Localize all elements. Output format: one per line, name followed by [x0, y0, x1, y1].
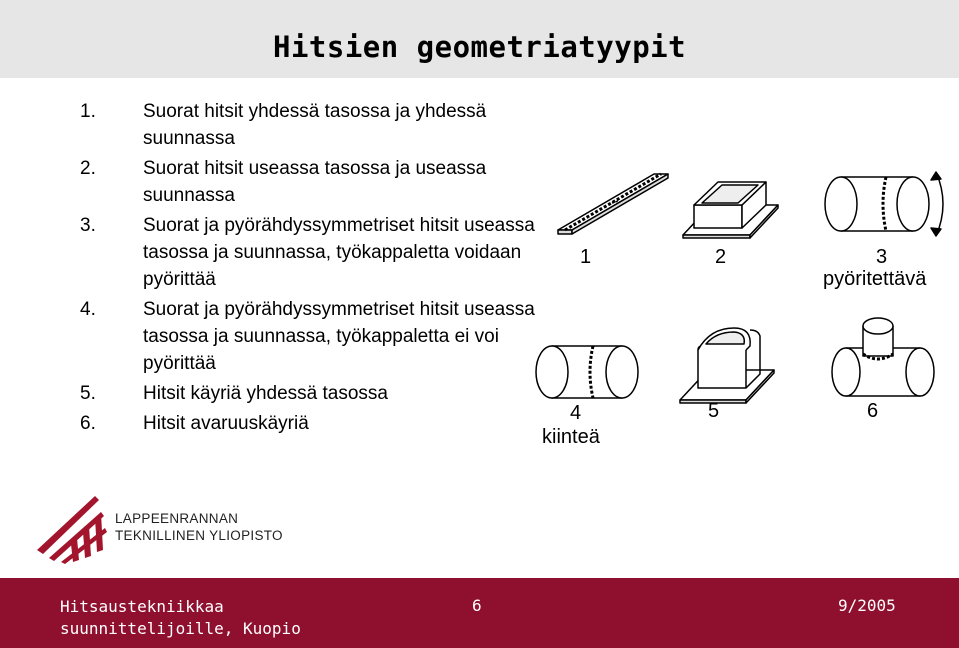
list-text: Hitsit käyriä yhdessä tasossa	[143, 383, 388, 404]
list-item	[0, 98, 540, 152]
figures-drawing	[520, 150, 959, 470]
figure-label-5: 5	[708, 400, 720, 422]
footer-course	[60, 596, 301, 640]
page-number: 6	[472, 596, 482, 615]
figure-5-rounded-box-weld	[680, 328, 774, 403]
list-text: Suorat ja pyörähdyssymmetriset hitsit useassa tasossa ja suunnassa, työkappaletta ei voi pyörittää	[143, 299, 535, 374]
figure-label-6: 6	[867, 400, 879, 422]
university-name-line-1: LAPPEENRANNAN	[115, 511, 239, 526]
university-name-line-2: TEKNILLINEN YLIOPISTO	[115, 528, 283, 543]
figure-label-3: 3	[876, 246, 888, 268]
footer-bar	[0, 578, 959, 648]
list-number: 3.	[80, 215, 96, 236]
list-item	[0, 380, 540, 407]
list-item	[0, 296, 540, 377]
list-text: Suorat hitsit useassa tasossa ja useassa suunnassa	[143, 158, 487, 206]
list-number: 1.	[80, 101, 96, 122]
footer-date: 9/2005	[838, 596, 896, 615]
list-number: 5.	[80, 383, 96, 404]
figure-6-t-pipe-weld	[832, 318, 934, 396]
figure-label-4: 4	[570, 402, 582, 424]
list-number: 2.	[80, 158, 96, 179]
figure-label-1: 1	[580, 246, 592, 268]
figure-4-fixed-cylinder	[536, 346, 638, 398]
figure-3-rotatable-cylinder	[825, 172, 943, 236]
list-text: Suorat hitsit yhdessä tasossa ja yhdessä suunnassa	[143, 101, 487, 149]
figure-label-2: 2	[715, 246, 727, 268]
list-item	[0, 410, 540, 437]
figure-1-flat-plate-weld	[558, 174, 668, 234]
list-number: 4.	[80, 299, 96, 320]
logo-emblem-icon	[35, 488, 115, 564]
list-number: 6.	[80, 413, 96, 434]
list-item	[0, 155, 540, 209]
list-text: Suorat ja pyörähdyssymmetriset hitsit useassa tasossa ja suunnassa, työkappaletta voidaan pyörittää	[143, 215, 535, 290]
weld-geometry-figures	[520, 150, 959, 470]
figure-2-box-weld	[683, 182, 778, 238]
figure-note-rotatable: pyöritettävä	[823, 268, 927, 290]
title-bar	[0, 0, 959, 78]
footer-course-line-2: suunnittelijoille, Kuopio	[60, 619, 301, 638]
footer-course-line-1: Hitsaustekniikkaa	[60, 597, 224, 616]
university-name	[115, 510, 283, 544]
geometry-type-list	[0, 98, 540, 440]
figure-note-fixed: kiinteä	[542, 426, 600, 448]
list-text: Hitsit avaruuskäyriä	[143, 413, 309, 434]
slide-title: Hitsien geometriatyypit	[273, 30, 687, 64]
list-item	[0, 212, 540, 293]
